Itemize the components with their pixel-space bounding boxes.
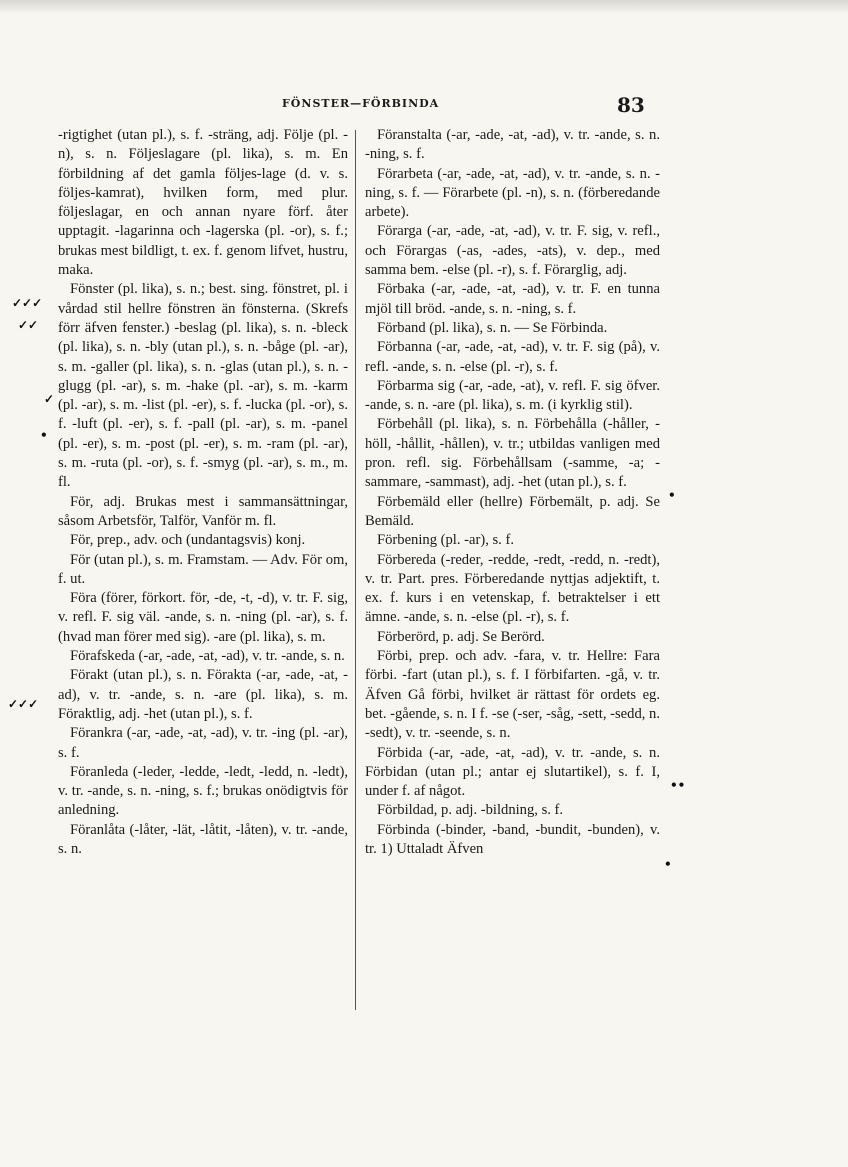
dictionary-entry: Föra (förer, förkort. för, -de, -t, -d), v. tr. F. sig, v. refl. F. sig väl. -ande, s. n. -ning (pl. -ar), s. f. (hvad man förer med sig). -are (pl. lika), s. m.	[58, 590, 348, 645]
margin-mark-icon: ✓	[44, 392, 55, 406]
running-head: FÖNSTER—FÖRBINDA	[282, 97, 440, 110]
column-divider	[355, 130, 356, 1010]
dictionary-entry: Förbening (pl. -ar), s. f.	[377, 532, 514, 549]
right-column	[365, 126, 660, 859]
dictionary-entry: För, adj. Brukas mest i sammansättningar, såsom Arbetsför, Talför, Vanför m. fl.	[58, 493, 348, 529]
dictionary-entry: För (utan pl.), s. m. Framstam. — Adv. För om, f. ut.	[58, 551, 348, 587]
dictionary-entry: Förbaka (-ar, -ade, -at, -ad), v. tr. F. en tunna mjöl till bröd. -ande, s. n. -ning, s. f.	[365, 281, 660, 317]
dictionary-entry: Förbildad, p. adj. -bildning, s. f.	[377, 802, 564, 819]
dictionary-entry: Föranlåta (-låter, -lät, -låtit, -låten), v. tr. -ande, s. n.	[58, 821, 348, 857]
dictionary-entry: Förbi, prep. och adv. -fara, v. tr. Hellre: Fara förbi. -fart (utan pl.), s. f. I förbifarten. -gå, v. tr. Äfven Gå förbi, hvilket är rättast för ordets eg. bet. -gående, s. n. I f. -se (-ser, -såg, -sett, -sedd, n. -sedt), v. tr. -seende, s. n.	[365, 648, 660, 742]
dictionary-entry: Förband (pl. lika), s. n. — Se Förbinda.	[377, 319, 608, 336]
margin-mark-icon: •	[40, 428, 48, 442]
dictionary-entry: Förankra (-ar, -ade, -at, -ad), v. tr. -ing (pl. -ar), s. f.	[58, 725, 348, 761]
margin-mark-icon: ✓✓	[18, 318, 39, 332]
margin-mark-icon: •	[668, 488, 676, 502]
dictionary-entry: -rigtighet (utan pl.), s. f. -sträng, adj. Följe (pl. -n), s. n. Följeslagare (pl. lika), s. m. En förbildning af det gamla följes-lage (d. v. s. följes-kamrat), hvilken form, med plur. följeslagar, en och annan nyare förf. åter upptagit. -lagarinna och -lagerska (pl. -or), s. f.; brukas mest bildligt, t. ex. f. genom lifvet, hustru, maka.	[58, 127, 348, 279]
margin-mark-icon: ✓✓✓	[8, 697, 39, 711]
scan-edge	[0, 0, 848, 14]
dictionary-entry: Förberörd, p. adj. Se Berörd.	[377, 628, 545, 645]
dictionary-entry: Förbinda (-binder, -band, -bundit, -bunden), v. tr. 1) Uttaladt Äfven	[365, 821, 660, 857]
dictionary-entry: För, prep., adv. och (undantagsvis) konj.	[70, 532, 306, 549]
dictionary-entry: Förarga (-ar, -ade, -at, -ad), v. tr. F. sig, v. refl., och Förargas (-as, -ades, -ats), v. dep., med samma bem. -else (pl. -r), s. f. Förarglig, adj.	[365, 223, 660, 279]
dictionary-entry: Föranleda (-leder, -ledde, -ledt, -ledd, n. -ledt), v. tr. -ande, s. n. -ning, s. f.; brukas onödigtvis för anledning.	[58, 763, 348, 819]
margin-mark-icon: ••	[670, 778, 686, 792]
dictionary-entry: Förafskeda (-ar, -ade, -at, -ad), v. tr. -ande, s. n.	[70, 648, 345, 665]
page-number: 83	[617, 93, 645, 117]
left-column	[58, 126, 348, 859]
dictionary-entry: Föranstalta (-ar, -ade, -at, -ad), v. tr. -ande, s. n. -ning, s. f.	[365, 127, 660, 163]
dictionary-entry: Förbanna (-ar, -ade, -at, -ad), v. tr. F. sig (på), v. refl. -ande, s. n. -else (pl. -r), s. f.	[365, 339, 660, 375]
dictionary-entry: Förarbeta (-ar, -ade, -at, -ad), v. tr. -ande, s. n. -ning, s. f. — Förarbete (pl. -n), s. n. (förberedande arbete).	[365, 165, 660, 221]
margin-mark-icon: ✓✓✓	[12, 296, 43, 310]
dictionary-entry: Förbarma sig (-ar, -ade, -at), v. refl. F. sig öfver. -ande, s. n. -are (pl. lika), s. m. (i kyrklig stil).	[365, 377, 660, 414]
dictionary-entry: Förbereda (-reder, -redde, -redt, -redd, n. -redt), v. tr. Part. pres. Förberedande nyttjas adjektift, t. ex. f. kurs i en vetenskap, f. betraktelser i ett ämne. -ande, s. n. -else (pl. -r), s. f.	[365, 551, 660, 626]
margin-mark-icon: •	[664, 857, 672, 871]
dictionary-entry: Förbemäld eller (hellre) Förbemält, p. adj. Se Bemäld.	[365, 493, 660, 529]
dictionary-entry: Förakt (utan pl.), s. n. Förakta (-ar, -ade, -at, -ad), v. tr. -ande, s. n. -are (pl. lika), s. m. Föraktlig, adj. -het (utan pl.), s. f.	[58, 667, 348, 722]
dictionary-entry: Förbehåll (pl. lika), s. n. Förbehålla (-håller, -höll, -hållit, -hållen), v. tr.; utbildas vanligen med pron. refl. sig. Förbehållsam (-samme, -a; -sammare, -sammast), adj. -het (utan pl.), s. f.	[365, 416, 660, 491]
dictionary-entry: Förbida (-ar, -ade, -at, -ad), v. tr. -ande, s. n. Förbidan (utan pl.; antar ej slutartikel), s. f. I, under f. af något.	[365, 744, 660, 800]
dictionary-entry: Fönster (pl. lika), s. n.; best. sing. fönstret, pl. i vårdad stil hellre fönstren än fönsterna. (Skrefs förr äfven fenster.) -beslag (pl. lika), s. n. -bleck (pl. lika), s. n. -bly (utan pl.), s. n. -båge (pl. -ar), s. m. -galler (pl. lika), s. n. -glas (utan pl.), s. n. -glugg (pl. -ar), s. m. -hake (pl. -ar), s. m. -karm (pl. -ar), s. m. -list (pl. -er), s. f. -lucka (pl. -or), s. f. -luft (pl. -er), s. f. -pall (pl. -ar), s. m. -panel (pl. -er), s. m. -post (pl. -er), s. m. -ram (pl. -ar), s. m. -ruta (pl. -or), s. f. -smyg (pl. -ar), s. m., m. fl.	[58, 281, 348, 491]
